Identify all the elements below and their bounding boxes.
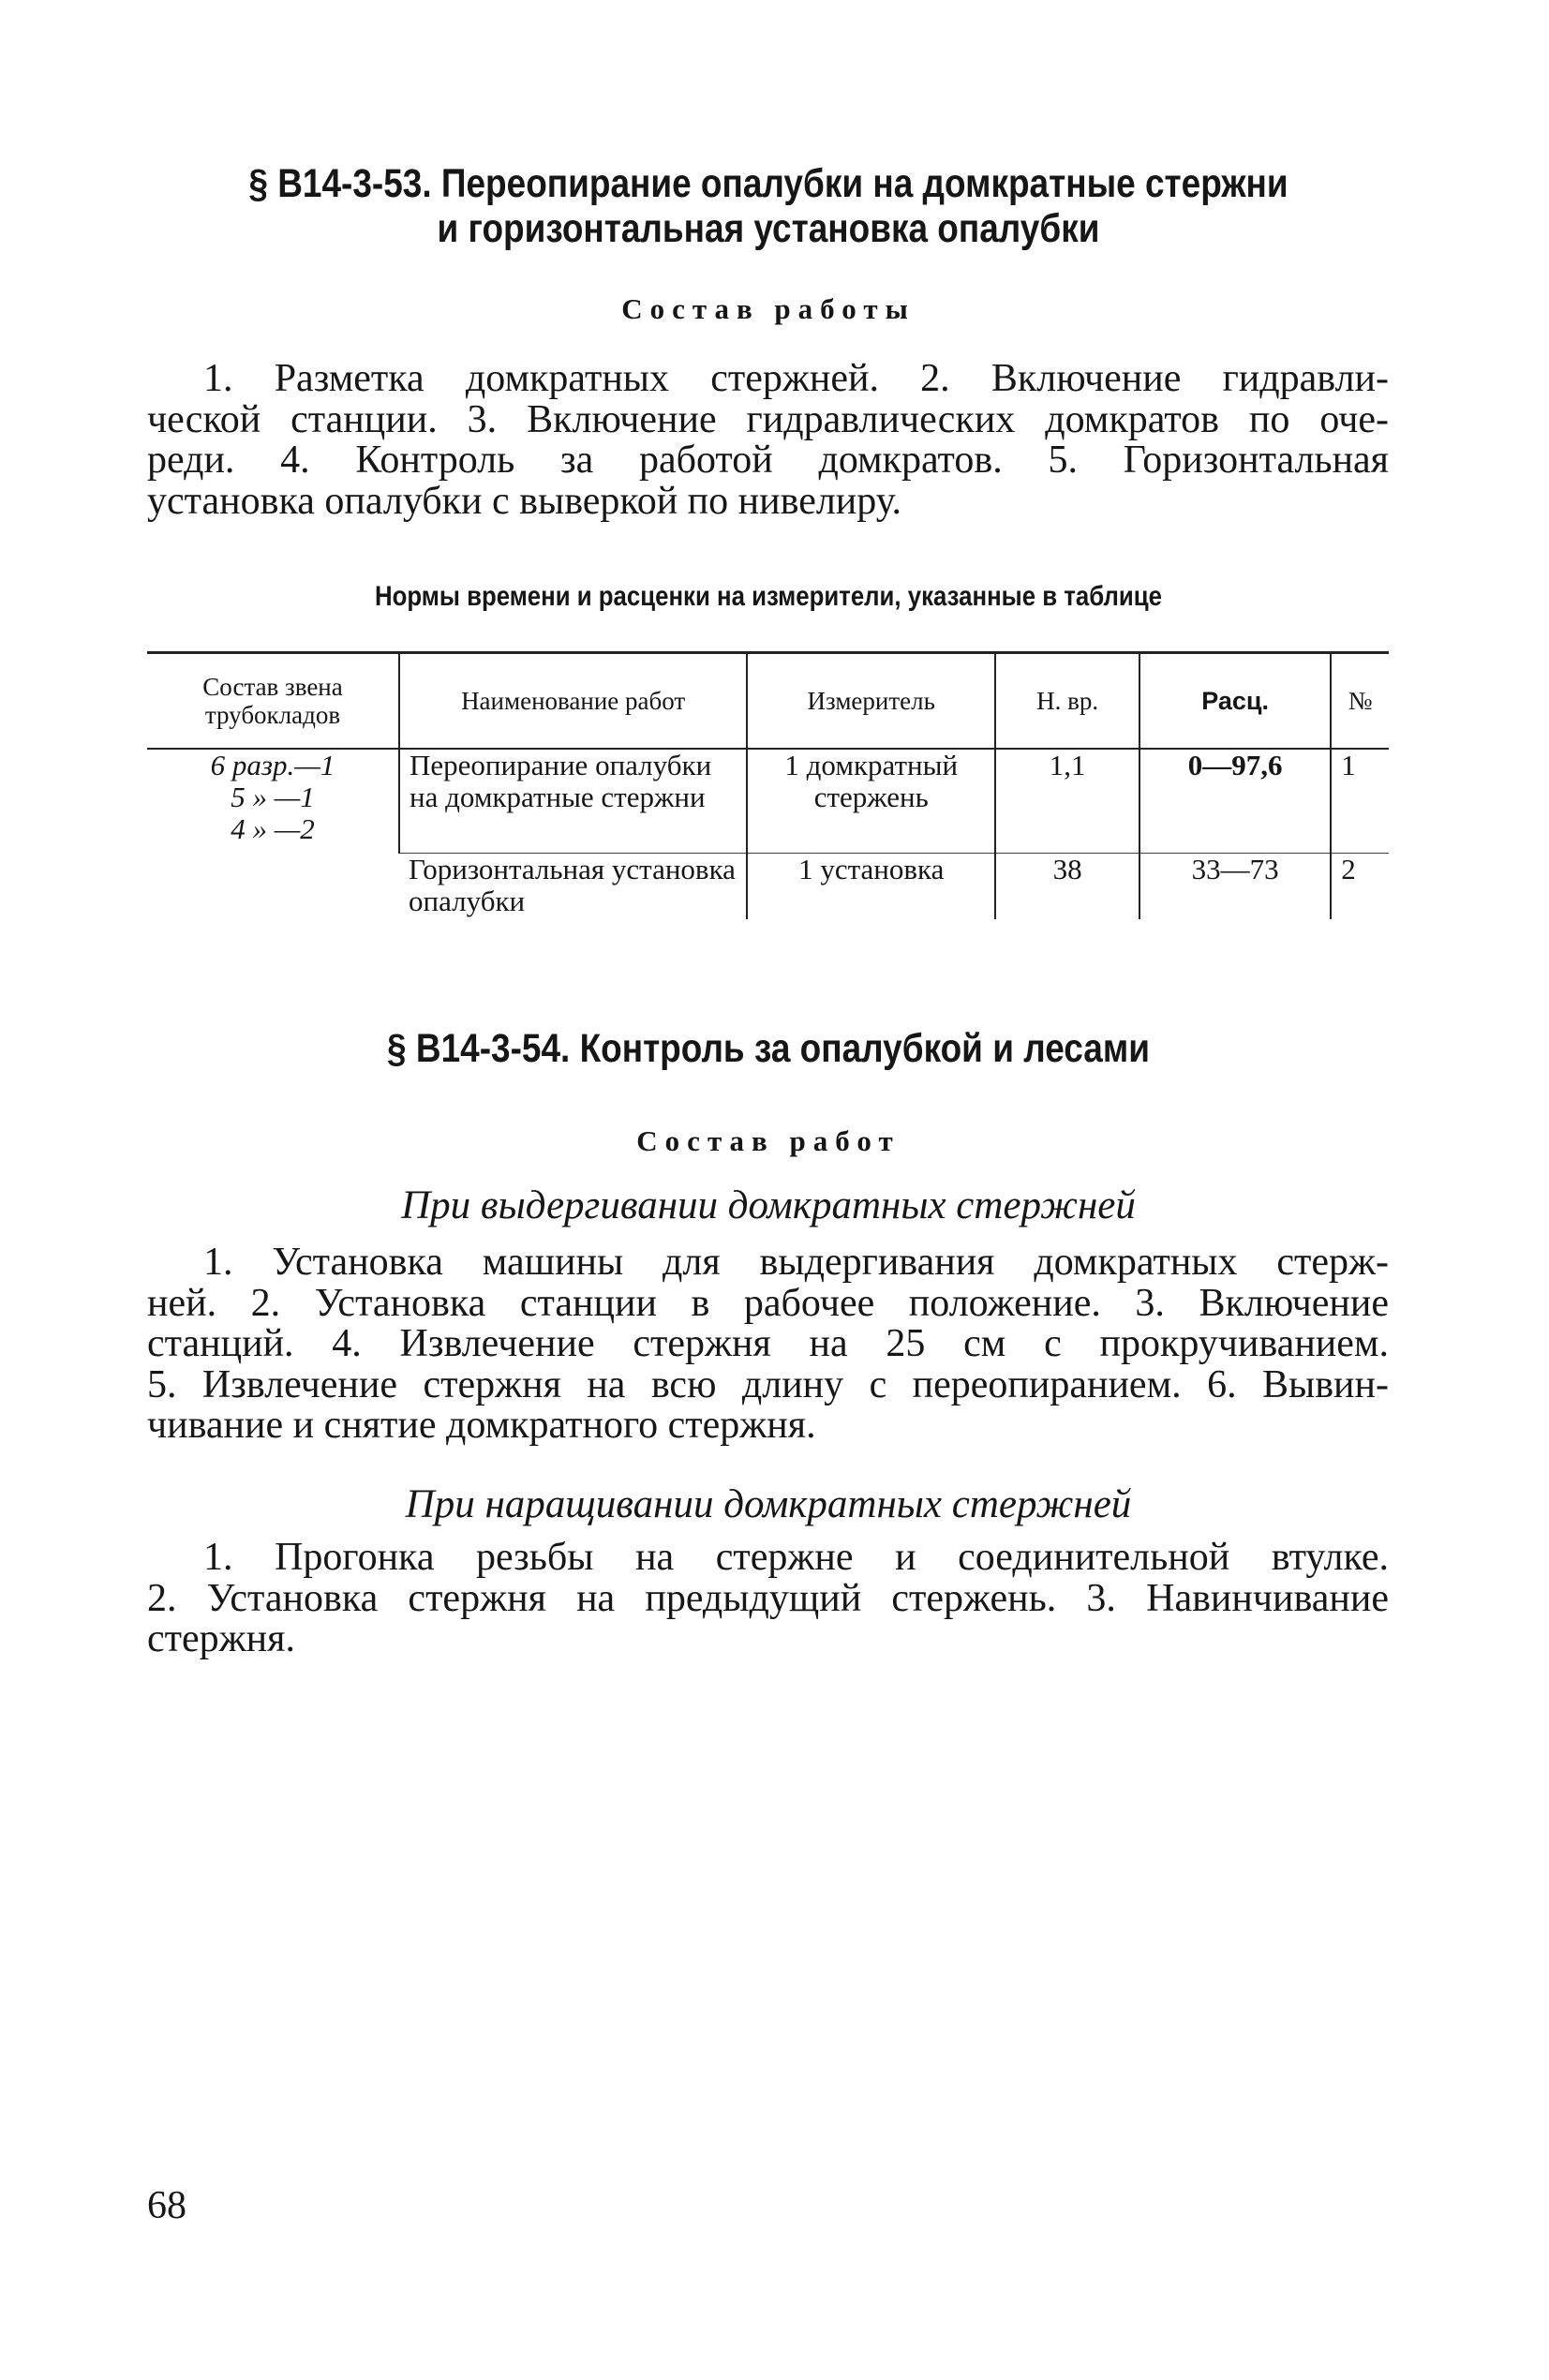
title-line-1: § В14-3-53. Переопирание опалубки на домкратные стержни xyxy=(248,161,1288,206)
paragraph-line: 1. Прогонка резьбы на стержне и соединительной втулке. xyxy=(203,1536,1389,1579)
title-line-2: и горизонтальная установка опалубки xyxy=(437,206,1100,251)
paragraph-line: установка опалубки с выверкой по нивелиру. xyxy=(147,479,902,523)
paragraph-line: ней. 2. Установка станции в рабочее положение. 3. Включение xyxy=(147,1281,1389,1325)
header-name: Наименование работ xyxy=(399,653,747,750)
norms-table xyxy=(147,651,1389,919)
composition-heading: Состав работ xyxy=(636,1124,901,1157)
row-number-cell: 1 xyxy=(1331,749,1389,854)
paragraph-line: реди. 4. Контроль за работой домкратов. 5. Горизонтальная xyxy=(147,439,1389,482)
paragraph-line: станций. 4. Извлечение стержня на 25 см с прокручиванием. xyxy=(147,1322,1389,1365)
table-row xyxy=(147,749,1389,854)
team-line: 5 » —1 xyxy=(231,781,315,813)
paragraph-line: стержня. xyxy=(147,1617,295,1660)
subsection-heading-pulling: При выдергивании домкратных стержней xyxy=(401,1183,1136,1227)
nvr-cell: 38 xyxy=(995,854,1139,920)
paragraph-line: 2. Установка стержня на предыдущий стержень. 3. Навинчивание xyxy=(147,1576,1389,1620)
header-unit: Измеритель xyxy=(747,653,995,750)
paragraph-line: ческой станции. 3. Включение гидравлических домкратов по оче- xyxy=(147,397,1389,441)
work-name-cell: Переопирание опалубки на домкратные стержни xyxy=(399,749,747,854)
team-cell xyxy=(147,749,399,919)
work-name-cell: Горизонтальная установка опалубки xyxy=(409,853,736,917)
subsection-heading-extending: При наращивании домкратных стержней xyxy=(405,1482,1132,1526)
section-title-b14-3-54: § В14-3-54. Контроль за опалубкой и лесами xyxy=(387,1026,1150,1071)
paragraph-line: 5. Извлечение стержня на всю длину с переопиранием. 6. Вывин- xyxy=(147,1362,1389,1406)
header-rate: Расц. xyxy=(1139,653,1331,750)
norms-caption: Нормы времени и расценки на измерители, указанные в таблице xyxy=(374,581,1163,612)
paragraph-line: 1. Установка машины для выдергивания домкратных стерж- xyxy=(203,1241,1389,1284)
unit-cell: 1 домкратный стержень xyxy=(747,749,995,854)
pulling-paragraph xyxy=(147,1242,1389,1447)
composition-heading: Состав работы xyxy=(621,292,916,325)
composition-paragraph xyxy=(147,359,1389,522)
team-line: 4 » —2 xyxy=(231,812,315,845)
paragraph-line: чивание и снятие домкратного стержня. xyxy=(147,1404,816,1447)
row-number-cell: 2 xyxy=(1331,854,1389,920)
page-number: 68 xyxy=(147,2184,186,2227)
section-title-b14-3-53 xyxy=(229,161,1308,251)
nvr-cell: 1,1 xyxy=(995,749,1139,854)
paragraph-line: 1. Разметка домкратных стержней. 2. Включение гидравли- xyxy=(203,357,1389,400)
rate-cell: 0—97,6 xyxy=(1139,749,1331,854)
header-no: № xyxy=(1331,653,1389,750)
table-header-row xyxy=(147,653,1389,750)
extending-paragraph xyxy=(147,1538,1389,1660)
rate-cell: 33—73 xyxy=(1139,854,1331,920)
team-line: 6 разр.—1 xyxy=(210,749,335,781)
header-nvr: Н. вр. xyxy=(995,653,1139,750)
header-team: Состав звена трубокладов xyxy=(202,673,343,729)
unit-cell: 1 установка xyxy=(747,854,995,920)
